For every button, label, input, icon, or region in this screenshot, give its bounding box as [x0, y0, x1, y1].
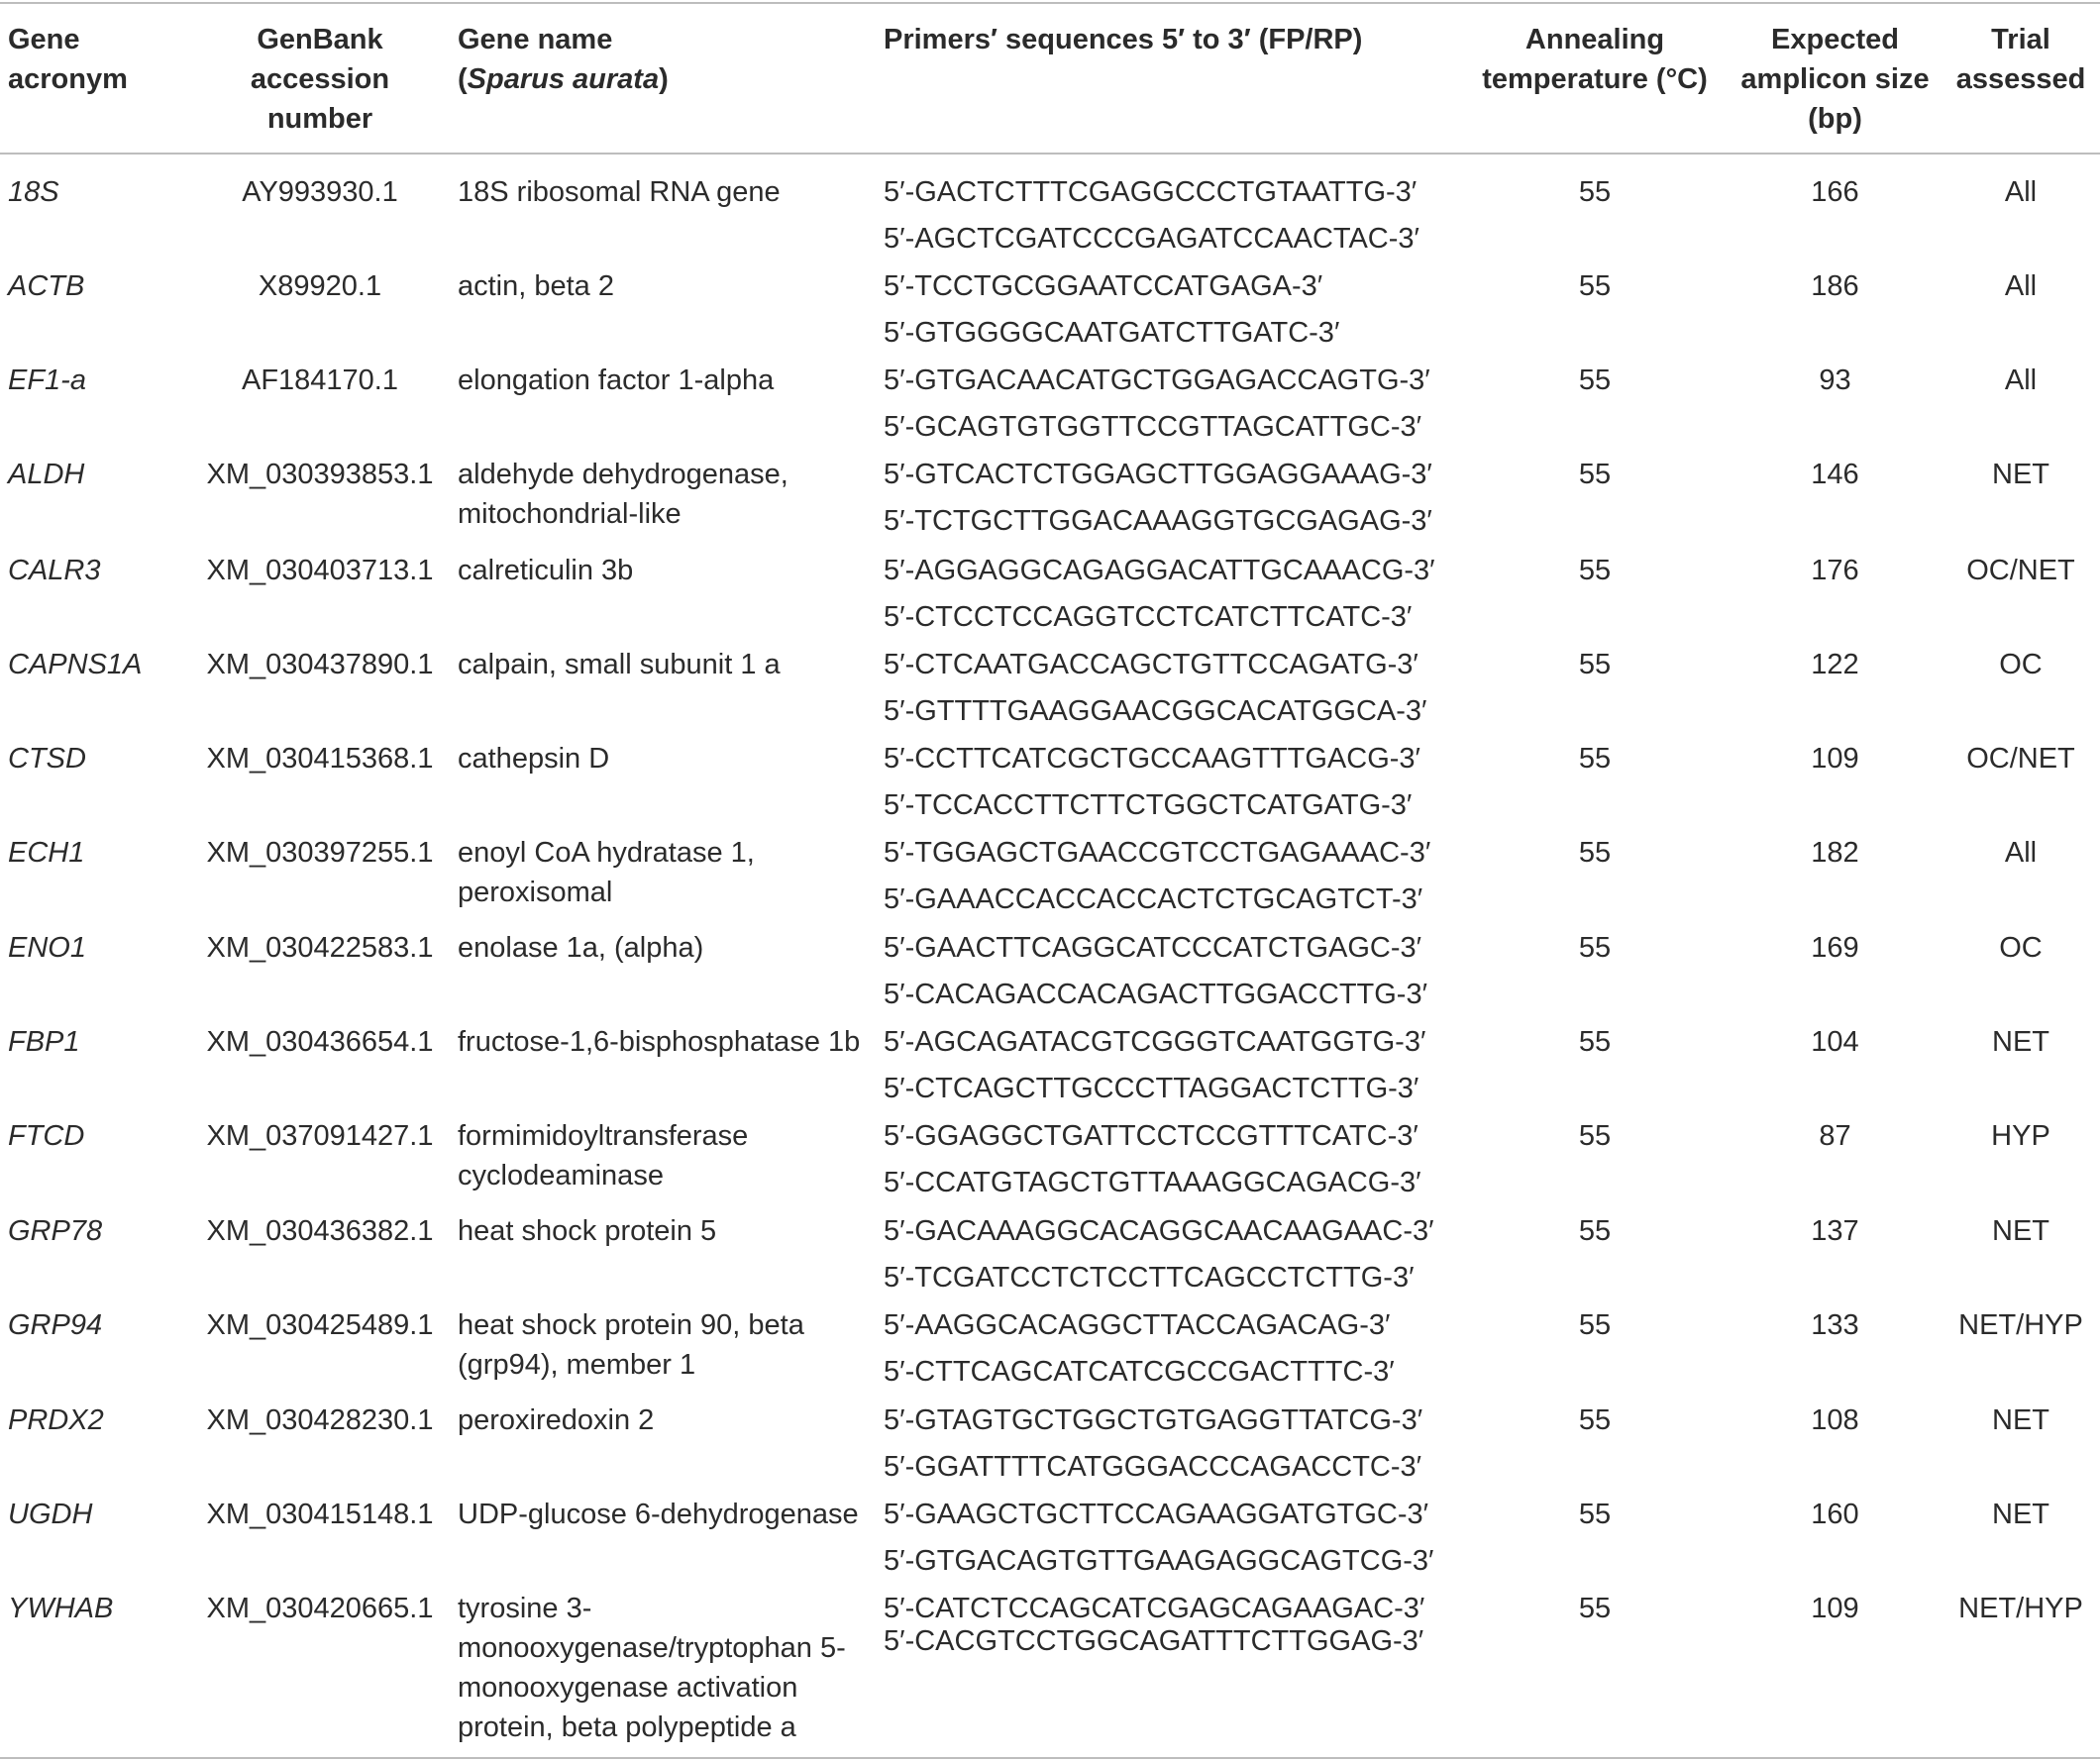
- primer-pair: [884, 455, 1438, 541]
- header-amplicon: Expected amplicon size (bp): [1740, 24, 1930, 135]
- header-rule: [0, 153, 2100, 155]
- header-annealing: Annealing temperature (°C): [1482, 24, 1708, 95]
- bottom-rule: [0, 1757, 2100, 1759]
- trial-assessed: NET: [1992, 1404, 2049, 1436]
- primer-pair: [884, 551, 1438, 637]
- amplicon-size: 87: [1819, 1120, 1851, 1152]
- trial-assessed: NET: [1992, 1499, 2049, 1530]
- gene-acronym: PRDX2: [8, 1404, 104, 1436]
- gene-acronym: EF1-a: [8, 364, 86, 396]
- gene-name: aldehyde dehydrogenase, mitochondrial-like: [458, 459, 788, 530]
- trial-assessed: All: [2004, 364, 2038, 396]
- genbank-accession: XM_030420665.1: [206, 1593, 434, 1624]
- gene-acronym: FBP1: [8, 1026, 80, 1058]
- amplicon-size: 137: [1811, 1215, 1859, 1247]
- gene-name: calpain, small subunit 1 a: [458, 649, 781, 680]
- annealing-temperature: 55: [1578, 1309, 1612, 1341]
- genbank-accession: XM_030393853.1: [206, 459, 434, 490]
- genbank-accession: AF184170.1: [241, 364, 398, 396]
- gene-acronym: GRP78: [8, 1215, 103, 1247]
- trial-assessed: All: [2004, 176, 2038, 208]
- primer-pair: [884, 172, 1438, 259]
- annealing-temperature: 55: [1578, 1215, 1612, 1247]
- reverse-primer: 5′-GAAACCACCACCACTCTGCAGTCT-3′: [884, 883, 1423, 915]
- gene-name: cathepsin D: [458, 743, 610, 775]
- primer-pair: [884, 928, 1438, 1014]
- forward-primer: 5′-CATCTCCAGCATCGAGCAGAAGAC-3′: [884, 1593, 1425, 1624]
- genbank-accession: XM_037091427.1: [206, 1120, 434, 1152]
- gene-name: elongation factor 1-alpha: [458, 364, 775, 396]
- primer-pair: [884, 266, 1438, 353]
- primer-pair: [884, 1589, 1438, 1661]
- forward-primer: 5′-CCTTCATCGCTGCCAAGTTTGACG-3′: [884, 743, 1420, 775]
- gene-name: heat shock protein 5: [458, 1215, 717, 1247]
- amplicon-size: 166: [1811, 176, 1859, 208]
- reverse-primer: 5′-CTCCTCCAGGTCCTCATCTTCATC-3′: [884, 601, 1413, 633]
- annealing-temperature: 55: [1578, 743, 1612, 775]
- gene-acronym: ECH1: [8, 837, 85, 869]
- genbank-accession: AY993930.1: [242, 176, 398, 208]
- reverse-primer: 5′-CACAGACCACAGACTTGGACCTTG-3′: [884, 979, 1428, 1010]
- table-body: [0, 172, 2100, 1757]
- forward-primer: 5′-TCCTGCGGAATCCATGAGA-3′: [884, 270, 1323, 302]
- table-header: [0, 20, 2100, 149]
- amplicon-size: 186: [1811, 270, 1859, 302]
- forward-primer: 5′-GAAGCTGCTTCCAGAAGGATGTGC-3′: [884, 1499, 1429, 1530]
- amplicon-size: 93: [1819, 364, 1851, 396]
- reverse-primer: 5′-CCATGTAGCTGTTAAAGGCAGACG-3′: [884, 1167, 1421, 1198]
- gene-acronym: FTCD: [8, 1120, 85, 1152]
- reverse-primer: 5′-CACGTCCTGGCAGATTTCTTGGAG-3′: [884, 1625, 1424, 1657]
- gene-name: tyrosine 3-monooxygenase/tryptophan 5-monooxygenase activation protein, beta polypeptide a: [458, 1593, 846, 1743]
- primer-pair: [884, 1116, 1438, 1202]
- reverse-primer: 5′-GTGACAGTGTTGAAGAGGCAGTCG-3′: [884, 1545, 1434, 1577]
- trial-assessed: OC/NET: [1966, 555, 2075, 586]
- trial-assessed: NET: [1992, 1215, 2049, 1247]
- genbank-accession: XM_030428230.1: [206, 1404, 434, 1436]
- gene-name: enolase 1a, (alpha): [458, 932, 704, 964]
- primer-pair: [884, 645, 1438, 731]
- amplicon-size: 122: [1811, 649, 1859, 680]
- annealing-temperature: 55: [1578, 176, 1612, 208]
- annealing-temperature: 55: [1578, 837, 1612, 869]
- genbank-accession: XM_030436654.1: [206, 1026, 434, 1058]
- annealing-temperature: 55: [1578, 932, 1612, 964]
- trial-assessed: NET: [1992, 1026, 2049, 1058]
- reverse-primer: 5′-AGCTCGATCCCGAGATCCAACTAC-3′: [884, 223, 1419, 255]
- forward-primer: 5′-GTGACAACATGCTGGAGACCAGTG-3′: [884, 364, 1430, 396]
- annealing-temperature: 55: [1578, 1499, 1612, 1530]
- amplicon-size: 109: [1811, 743, 1859, 775]
- genbank-accession: XM_030437890.1: [206, 649, 434, 680]
- amplicon-size: 104: [1811, 1026, 1859, 1058]
- gene-name: peroxiredoxin 2: [458, 1404, 655, 1436]
- forward-primer: 5′-AGGAGGCAGAGGACATTGCAAACG-3′: [884, 555, 1435, 586]
- amplicon-size: 176: [1811, 555, 1859, 586]
- forward-primer: 5′-GGAGGCTGATTCCTCCGTTTCATC-3′: [884, 1120, 1418, 1152]
- forward-primer: 5′-GACAAAGGCACAGGCAACAAGAAC-3′: [884, 1215, 1434, 1247]
- forward-primer: 5′-CTCAATGACCAGCTGTTCCAGATG-3′: [884, 649, 1418, 680]
- forward-primer: 5′-GACTCTTTCGAGGCCCTGTAATTG-3′: [884, 176, 1418, 208]
- reverse-primer: 5′-TCGATCCTCTCCTTCAGCCTCTTG-3′: [884, 1262, 1415, 1294]
- header-trial: Trial assessed: [1955, 24, 2086, 95]
- amplicon-size: 133: [1811, 1309, 1859, 1341]
- trial-assessed: OC: [1999, 932, 2043, 964]
- amplicon-size: 109: [1811, 1593, 1859, 1624]
- genbank-accession: XM_030415148.1: [206, 1499, 434, 1530]
- gene-name: fructose-1,6-bisphosphatase 1b: [458, 1026, 861, 1058]
- forward-primer: 5′-AGCAGATACGTCGGGTCAATGGTG-3′: [884, 1026, 1426, 1058]
- reverse-primer: 5′-CTTCAGCATCATCGCCGACTTTC-3′: [884, 1356, 1395, 1388]
- annealing-temperature: 55: [1578, 1404, 1612, 1436]
- amplicon-size: 169: [1811, 932, 1859, 964]
- annealing-temperature: 55: [1578, 459, 1612, 490]
- amplicon-size: 160: [1811, 1499, 1859, 1530]
- reverse-primer: 5′-GTGGGGCAATGATCTTGATC-3′: [884, 317, 1340, 349]
- genbank-accession: XM_030403713.1: [206, 555, 434, 586]
- annealing-temperature: 55: [1578, 649, 1612, 680]
- gene-name: calreticulin 3b: [458, 555, 634, 586]
- amplicon-size: 146: [1811, 459, 1859, 490]
- trial-assessed: NET/HYP: [1958, 1593, 2083, 1624]
- gene-acronym: GRP94: [8, 1309, 103, 1341]
- amplicon-size: 182: [1811, 837, 1859, 869]
- trial-assessed: All: [2004, 270, 2038, 302]
- gene-name: enoyl CoA hydratase 1, peroxisomal: [458, 837, 755, 908]
- header-gene-name: Gene name (Sparus aurata): [458, 24, 669, 95]
- annealing-temperature: 55: [1578, 555, 1612, 586]
- primer-pair: [884, 361, 1438, 447]
- gene-acronym: YWHAB: [8, 1593, 114, 1624]
- gene-name: actin, beta 2: [458, 270, 614, 302]
- header-accession: GenBank accession number: [250, 24, 390, 135]
- reverse-primer: 5′-GGATTTTCATGGGACCCAGACCTC-3′: [884, 1451, 1422, 1483]
- gene-acronym: 18S: [8, 176, 59, 208]
- gene-acronym: ENO1: [8, 932, 86, 964]
- genbank-accession: XM_030436382.1: [206, 1215, 434, 1247]
- trial-assessed: OC/NET: [1966, 743, 2075, 775]
- gene-acronym: ACTB: [8, 270, 85, 302]
- reverse-primer: 5′-GTTTTGAAGGAACGGCACATGGCA-3′: [884, 695, 1427, 727]
- genbank-accession: XM_030397255.1: [206, 837, 434, 869]
- reverse-primer: 5′-TCTGCTTGGACAAAGGTGCGAGAG-3′: [884, 505, 1432, 537]
- trial-assessed: All: [2004, 837, 2038, 869]
- primer-pair: [884, 739, 1438, 825]
- trial-assessed: OC: [1999, 649, 2043, 680]
- annealing-temperature: 55: [1578, 1593, 1612, 1624]
- gene-acronym: CTSD: [8, 743, 86, 775]
- primer-pair: [884, 1400, 1438, 1487]
- primer-pair: [884, 1495, 1438, 1581]
- genbank-accession: X89920.1: [258, 270, 382, 302]
- forward-primer: 5′-GAACTTCAGGCATCCCATCTGAGC-3′: [884, 932, 1422, 964]
- top-rule: [0, 2, 2100, 4]
- gene-name: formimidoyltransferase cyclodeaminase: [458, 1120, 749, 1192]
- genbank-accession: XM_030415368.1: [206, 743, 434, 775]
- gene-name: UDP-glucose 6-dehydrogenase: [458, 1499, 859, 1530]
- forward-primer: 5′-TGGAGCTGAACCGTCCTGAGAAAC-3′: [884, 837, 1431, 869]
- reverse-primer: 5′-GCAGTGTGGTTCCGTTAGCATTGC-3′: [884, 411, 1422, 443]
- reverse-primer: 5′-TCCACCTTCTTCTGGCTCATGATG-3′: [884, 789, 1413, 821]
- header-primers: Primers′ sequences 5′ to 3′ (FP/RP): [884, 24, 1363, 55]
- gene-acronym: UGDH: [8, 1499, 93, 1530]
- primer-pair: [884, 1305, 1438, 1392]
- genbank-accession: XM_030425489.1: [206, 1309, 434, 1341]
- forward-primer: 5′-GTAGTGCTGGCTGTGAGGTTATCG-3′: [884, 1404, 1423, 1436]
- annealing-temperature: 55: [1578, 364, 1612, 396]
- primer-pair: [884, 1211, 1438, 1297]
- genbank-accession: XM_030422583.1: [206, 932, 434, 964]
- reverse-primer: 5′-CTCAGCTTGCCCTTAGGACTCTTG-3′: [884, 1073, 1419, 1104]
- gene-acronym: CAPNS1A: [8, 649, 143, 680]
- gene-name: 18S ribosomal RNA gene: [458, 176, 781, 208]
- trial-assessed: NET/HYP: [1958, 1309, 2083, 1341]
- annealing-temperature: 55: [1578, 1120, 1612, 1152]
- trial-assessed: NET: [1992, 459, 2049, 490]
- forward-primer: 5′-GTCACTCTGGAGCTTGGAGGAAAG-3′: [884, 459, 1432, 490]
- primer-pair: [884, 833, 1438, 919]
- header-gene-acronym: Gene acronym: [8, 24, 128, 95]
- gene-name: heat shock protein 90, beta (grp94), member 1: [458, 1309, 804, 1381]
- forward-primer: 5′-AAGGCACAGGCTTACCAGACAG-3′: [884, 1309, 1391, 1341]
- annealing-temperature: 55: [1578, 270, 1612, 302]
- trial-assessed: HYP: [1991, 1120, 2050, 1152]
- annealing-temperature: 55: [1578, 1026, 1612, 1058]
- gene-acronym: ALDH: [8, 459, 85, 490]
- primer-pair: [884, 1022, 1438, 1108]
- amplicon-size: 108: [1811, 1404, 1859, 1436]
- gene-acronym: CALR3: [8, 555, 101, 586]
